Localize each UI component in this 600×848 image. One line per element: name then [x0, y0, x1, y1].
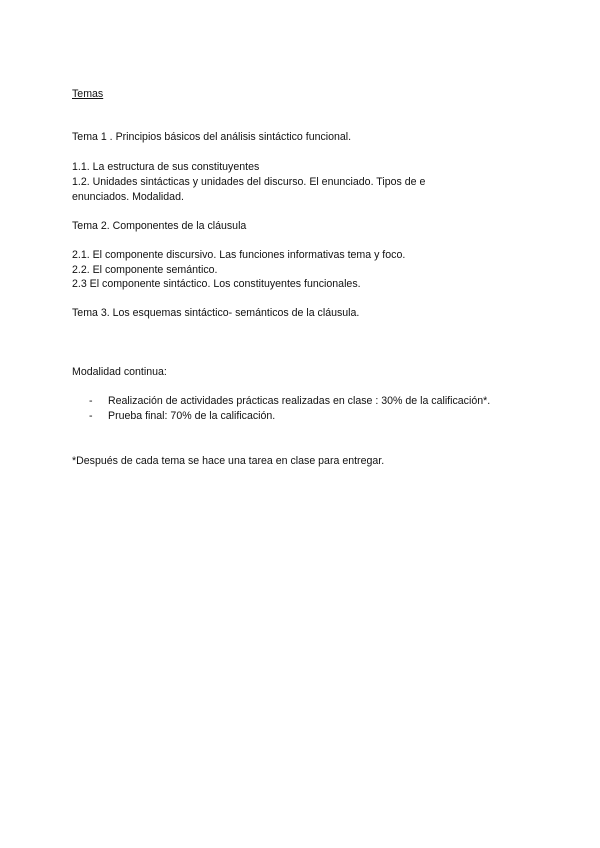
bullet-dash: -: [89, 395, 93, 407]
bullet-dash: -: [89, 410, 93, 422]
heading-temas: Temas: [72, 88, 104, 100]
modalidad-title: Modalidad continua:: [72, 366, 167, 378]
tema1-item-2-continued: enunciados. Modalidad.: [72, 191, 184, 203]
tema2-item-2: 2.2. El componente semántico.: [72, 264, 218, 276]
tema1-item-1: 1.1. La estructura de sus constituyentes: [72, 161, 260, 173]
modalidad-bullet-2: Prueba final: 70% de la calificación.: [108, 410, 276, 422]
tema3-title: Tema 3. Los esquemas sintáctico- semánticos de la cláusula.: [72, 307, 360, 319]
modalidad-bullet-1: Realización de actividades prácticas realizadas en clase : 30% de la calificación*.: [108, 395, 491, 407]
tema1-item-2: 1.2. Unidades sintácticas y unidades del discurso. El enunciado. Tipos de e: [72, 176, 426, 188]
footnote: *Después de cada tema se hace una tarea en clase para entregar.: [72, 455, 385, 467]
tema2-item-3: 2.3 El componente sintáctico. Los constituyentes funcionales.: [72, 278, 361, 290]
tema1-title: Tema 1 . Principios básicos del análisis sintáctico funcional.: [72, 131, 352, 143]
tema2-item-1: 2.1. El componente discursivo. Las funciones informativas tema y foco.: [72, 249, 406, 261]
tema2-title: Tema 2. Componentes de la cláusula: [72, 220, 247, 232]
